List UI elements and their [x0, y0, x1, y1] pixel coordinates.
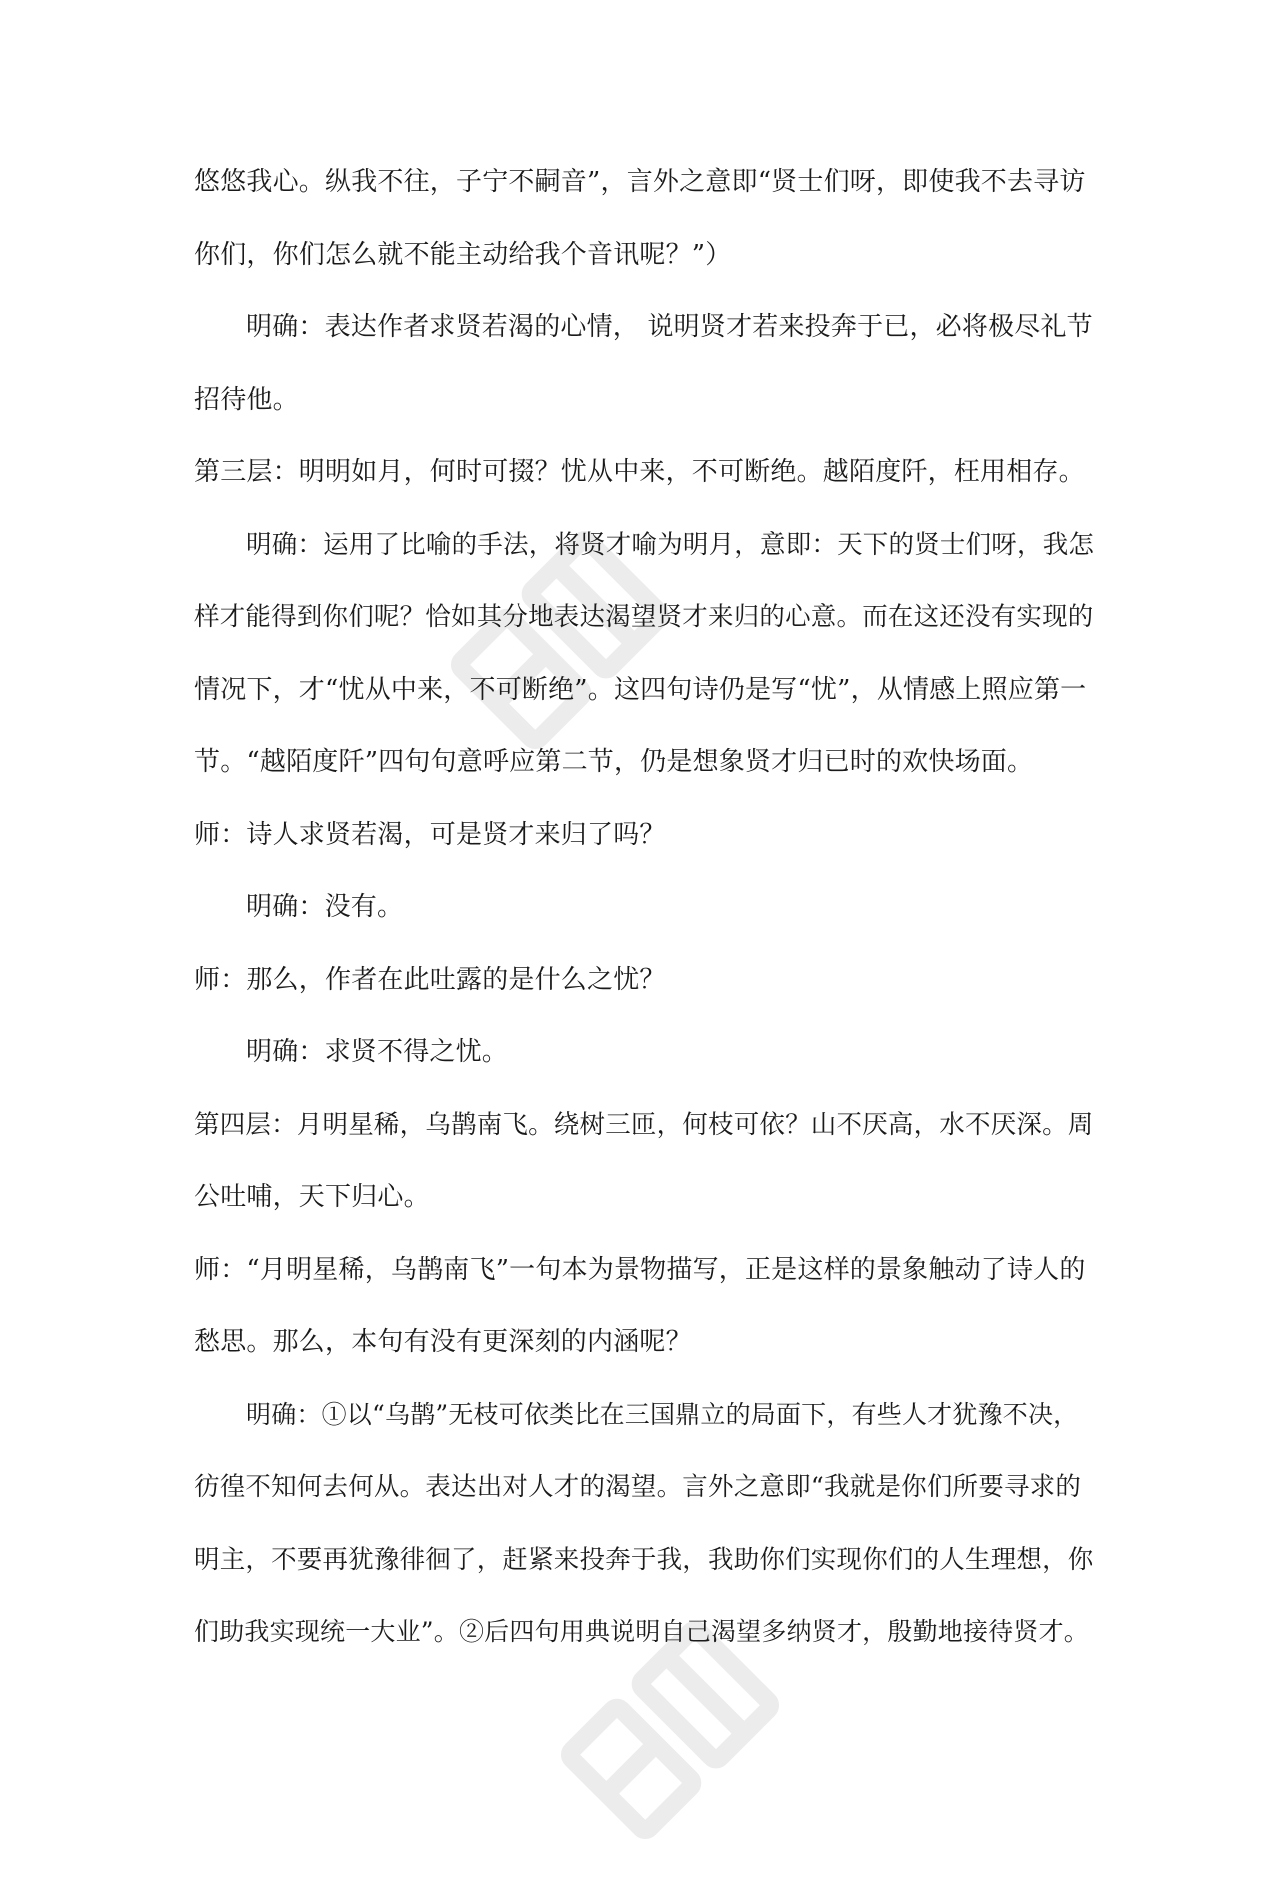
text-line: 明确：没有。	[246, 892, 404, 922]
text-line: 彷徨不知何去何从。表达出对人才的渴望。言外之意即“我就是你们所要寻求的	[194, 1472, 1082, 1502]
text-line: 招待他。	[194, 384, 299, 415]
text-line: 第四层：月明星稀，乌鹊南飞。绕树三匝，何枝可依？山不厌高，水不厌深。周	[194, 1109, 1094, 1140]
text-line: 们助我实现统一大业”。②后四句用典说明自己渴望多纳贤才，殷勤地接待贤才。	[194, 1617, 1089, 1646]
text-line: 师：“月明星稀，乌鹊南飞”一句本为景物描写，正是这样的景象触动了诗人的	[194, 1254, 1086, 1285]
text-line: 师：那么，作者在此吐露的是什么之忧？	[194, 964, 666, 995]
text-line: 明确：①以“乌鹊”无枝可依类比在三国鼎立的局面下，有些人才犹豫不决，	[246, 1399, 1079, 1429]
document-body	[194, 146, 1094, 1669]
text-line: 明主，不要再犹豫徘徊了，赶紧来投奔于我，我助你们实现你们的人生理想，你	[194, 1544, 1094, 1575]
text-line: 你们，你们怎么就不能主动给我个音讯呢？”）	[194, 239, 732, 270]
text-line: 明确：求贤不得之忧。	[246, 1037, 509, 1067]
text-line: 明确：表达作者求贤若渴的心情， 说明贤才若来投奔于已，必将极尽礼节	[246, 312, 1093, 342]
text-line: 悠悠我心。纵我不往，子宁不嗣音”，言外之意即“贤士们呀，即使我不去寻访	[194, 167, 1086, 197]
text-line: 师：诗人求贤若渴，可是贤才来归了吗？	[194, 819, 666, 850]
text-line: 第三层：明明如月，何时可掇？忧从中来，不可断绝。越陌度阡，枉用相存。	[194, 457, 1085, 487]
text-line: 公吐哺，天下归心。	[194, 1182, 430, 1212]
text-line: 情况下，才“忧从中来，不可断绝”。这四句诗仍是写“忧”，从情感上照应第一	[194, 674, 1087, 705]
text-line: 明确：运用了比喻的手法，将贤才喻为明月，意即：天下的贤士们呀，我怎	[246, 529, 1095, 560]
text-line: 样才能得到你们呢？恰如其分地表达渴望贤才来归的心意。而在这还没有实现的	[194, 602, 1094, 632]
text-line: 愁思。那么，本句有没有更深刻的内涵呢？	[194, 1327, 692, 1357]
text-line: 节。“越陌度阡”四句句意呼应第二节，仍是想象贤才归已时的欢快场面。	[194, 747, 1034, 777]
